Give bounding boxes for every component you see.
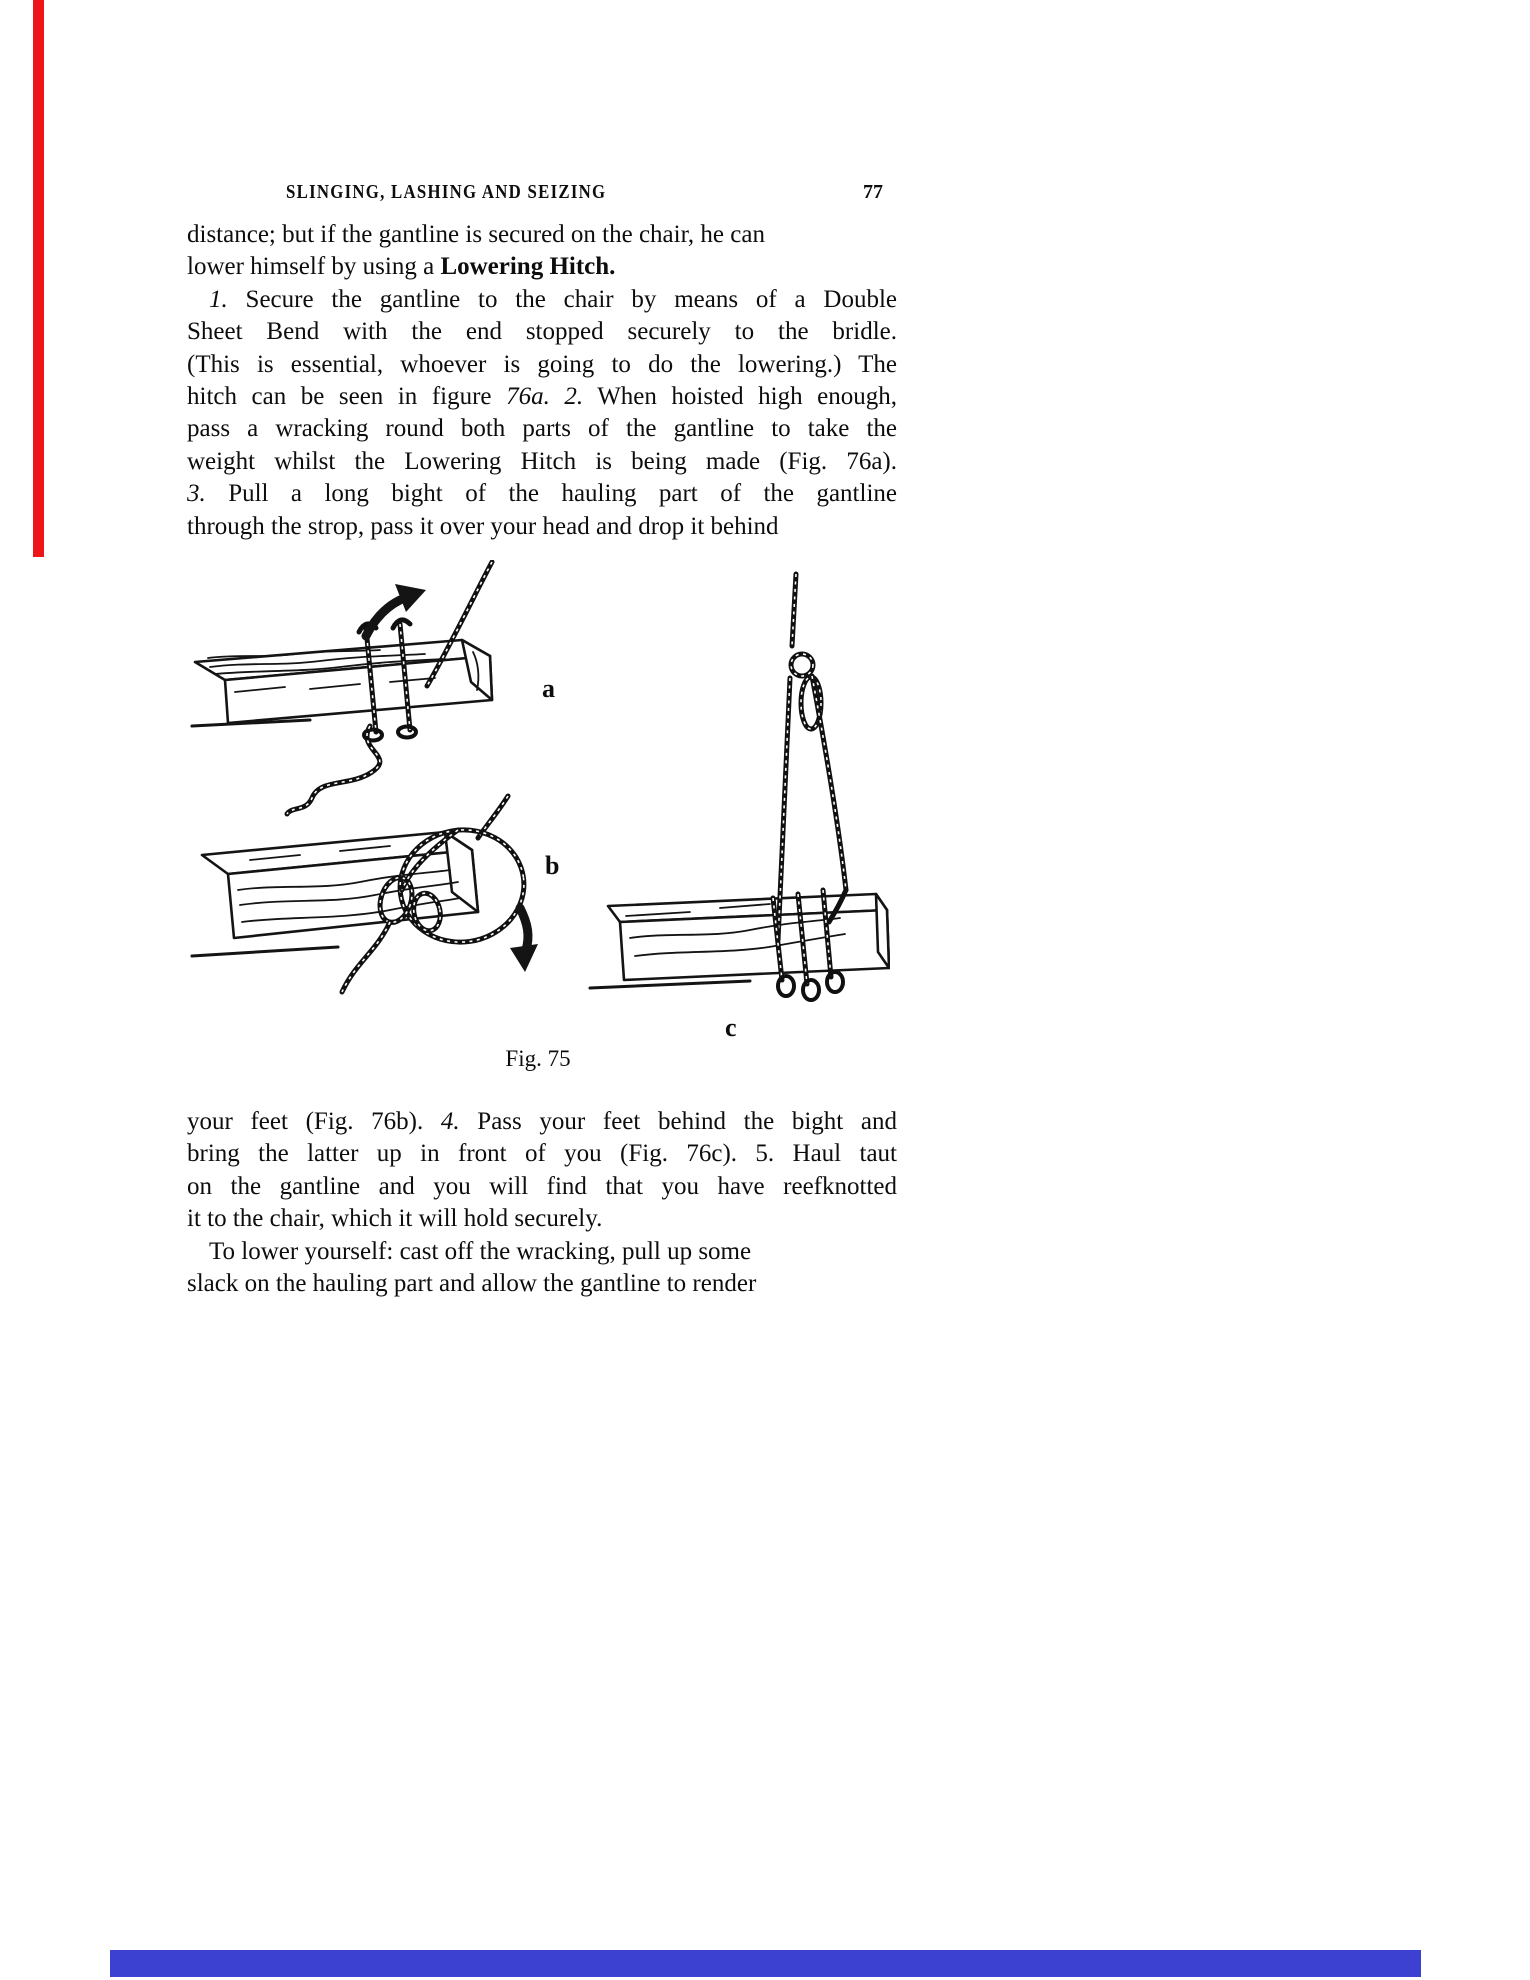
text-line: it to the chair, which it will hold securely. — [187, 1205, 603, 1233]
text-line: Sheet Bend with the end stopped securely to the bridle. — [187, 318, 897, 346]
subfigure-c — [590, 574, 889, 1000]
text-line: 3. Pull a long bight of the hauling part of the gantline — [187, 480, 897, 508]
text-line: hitch can be seen in figure 76a. 2. When hoisted high enough, — [187, 383, 898, 411]
arrow-down-icon — [520, 908, 528, 950]
figure-75 — [190, 560, 890, 1090]
running-header-title: SLINGING, LASHING AND SEIZING — [286, 181, 607, 203]
text-line: To lower yourself: cast off the wracking, pull up some — [209, 1237, 752, 1265]
blue-bottom-bar — [110, 1950, 1421, 1977]
figure-75-drawing — [190, 560, 890, 1090]
text-line: distance; but if the gantline is secured on the chair, he can — [187, 221, 765, 248]
text-line: through the strop, pass it over your head and drop it behind — [187, 512, 779, 540]
paragraph-block-top — [187, 219, 897, 543]
arrow-down-head-icon — [510, 944, 538, 972]
subfigure-a — [192, 562, 492, 814]
text-line: slack on the hauling part and allow the gantline to render — [187, 1270, 757, 1298]
figure-caption: Fig. 75 — [505, 1046, 571, 1071]
text-line: pass a wracking round both parts of the gantline to take the — [187, 415, 897, 443]
paragraph-block-bottom — [187, 1106, 897, 1300]
text-line: on the gantline and you will find that you have reefknotted — [187, 1172, 897, 1200]
subfigure-b — [192, 796, 538, 992]
text-line: your feet (Fig. 76b). 4. Pass your feet behind the bight and — [187, 1108, 897, 1135]
figure-label-b: b — [545, 851, 560, 880]
text-line: lower himself by using a Lowering Hitch. — [187, 253, 616, 281]
figure-label-a: a — [542, 674, 555, 703]
text-line: bring the latter up in front of you (Fig. 76c). 5. Haul taut — [187, 1140, 897, 1168]
arrow-up-icon — [366, 600, 400, 636]
figure-label-c: c — [725, 1013, 737, 1042]
text-line: 1. Secure the gantline to the chair by means of a Double — [209, 285, 897, 313]
page-number: 77 — [863, 181, 883, 203]
text-line: weight whilst the Lowering Hitch is being made (Fig. 76a). — [187, 447, 897, 475]
page-header — [187, 181, 897, 211]
red-margin-bar — [33, 0, 44, 557]
text-line: (This is essential, whoever is going to do the lowering.) The — [187, 350, 897, 378]
